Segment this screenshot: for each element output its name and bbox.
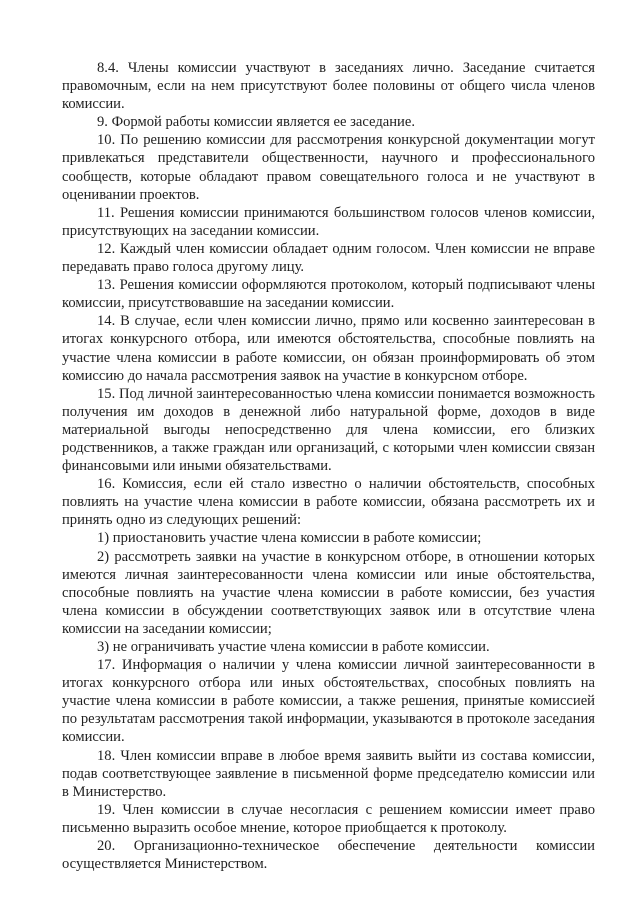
paragraph-16: 16. Комиссия, если ей стало известно о наличии обстоятельств, способных повлиять на участие члена комиссии в работе комиссии, обязана рассмотреть их и принять одно из следующих решений: <box>62 476 595 529</box>
document-body <box>62 59 595 873</box>
paragraph-12: 12. Каждый член комиссии обладает одним голосом. Член комиссии не вправе передавать право голоса другому лицу. <box>62 240 595 276</box>
paragraph-9: 9. Формой работы комиссии является ее заседание. <box>97 114 415 131</box>
list-item-1: 1) приостановить участие члена комиссии в работе комиссии; <box>97 530 482 547</box>
paragraph-18: 18. Член комиссии вправе в любое время заявить выйти из состава комиссии, подав соответствующее заявление в письменной форме председателю комиссии или в Министерство. <box>62 747 595 800</box>
paragraph-20: 20. Организационно-техническое обеспечение деятельности комиссии осуществляется Министерством. <box>62 838 595 873</box>
paragraph-14: 14. В случае, если член комиссии лично, прямо или косвенно заинтересован в итогах конкурсного отбора, или имеются обстоятельства, способные повлиять на участие члена комиссии в работе комиссии, он обязан проинформировать об этом комиссию до начала рассмотрения заявок на участие в конкурсном отборе. <box>62 313 595 384</box>
paragraph-11: 11. Решения комиссии принимаются большинством голосов членов комиссии, присутствующих на заседании комиссии. <box>62 204 595 239</box>
paragraph-10: 10. По решению комиссии для рассмотрения конкурсной документации могут привлекаться представители общественности, научного и профессионального сообществ, которые обладают правом совещательного голоса и не участвуют в оценивании проектов. <box>62 132 595 203</box>
paragraph-15: 15. Под личной заинтересованностью члена комиссии понимается возможность получения им доходов в денежной либо натуральной форме, доходов в виде материальной выгоды непосредственно для члена комиссии, его близких родственников, а также граждан или организаций, с которыми член комиссии связан финансовыми или иными обязательствами. <box>62 385 595 475</box>
paragraph-17: 17. Информация о наличии у члена комиссии личной заинтересованности в итогах конкурсного отбора или иных обстоятельствах, способных повлиять на участие члена комиссии в работе комиссии, а также решения, принятые комиссией по результатам рассмотрения такой информации, указываются в протоколе заседания комиссии. <box>62 657 595 746</box>
list-item-2: 2) рассмотреть заявки на участие в конкурсном отборе, в отношении которых имеются личная заинтересованности члена комиссии или иные обстоятельства, способные повлиять на участие члена комиссии в работе комиссии, без участия члена комиссии в обсуждении соответствующих заявок или в отсутствие члена комиссии на заседании комиссии; <box>62 548 595 637</box>
list-item-3: 3) не ограничивать участие члена комиссии в работе комиссии. <box>97 639 490 655</box>
paragraph-8-4: 8.4. Члены комиссии участвуют в заседаниях лично. Заседание считается правомочным, если на нем присутствуют более половины от общего числа членов комиссии. <box>62 60 595 113</box>
paragraph-13: 13. Решения комиссии оформляются протоколом, который подписывают члены комиссии, присутствовавшие на заседании комиссии. <box>62 277 595 312</box>
paragraph-19: 19. Член комиссии в случае несогласия с решением комиссии имеет право письменно выразить особое мнение, которое приобщается к протоколу. <box>62 801 595 836</box>
